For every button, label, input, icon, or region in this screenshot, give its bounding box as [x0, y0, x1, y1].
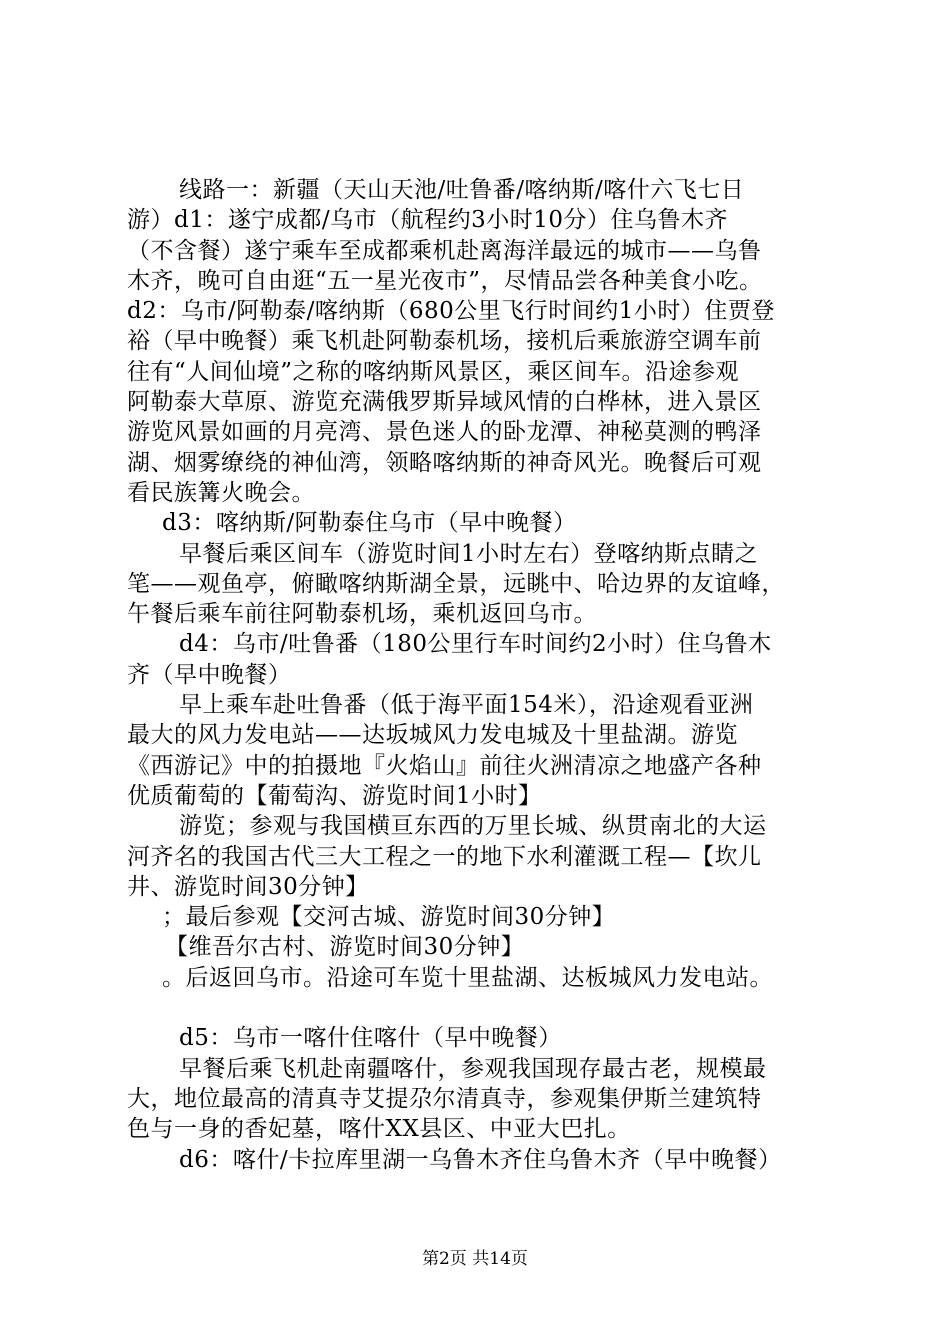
- paragraph-line: 游览；参观与我国横亘东西的万里长城、纵贯南北的大运: [179, 813, 767, 840]
- paragraph-line: 游）d1：遂宁成都/乌市（航程约3小时10分）住乌鲁木齐: [127, 207, 729, 234]
- blank-line: [127, 993, 837, 1023]
- paragraph-line: 早餐后乘飞机赴南疆喀什，参观我国现存最古老，规模最: [179, 1055, 767, 1082]
- paragraph-line: 阿勒泰大草原、游览充满俄罗斯异域风情的白桦林，进入景区: [127, 389, 762, 416]
- paragraph-line: 井、游览时间30分钟】: [127, 873, 369, 900]
- paragraph-line: 早上乘车赴吐鲁番（低于海平面154米），沿途观看亚洲: [179, 692, 754, 719]
- paragraph-line: 午餐后乘车前往阿勒泰机场，乘机返回乌市。: [127, 601, 597, 628]
- paragraph-line: 往有“人间仙境”之称的喀纳斯风景区，乘区间车。沿途参观: [127, 358, 740, 385]
- paragraph-line: 早餐后乘区间车（游览时间1小时左右）登喀纳斯点睛之: [179, 540, 759, 567]
- paragraph-line: 。后返回乌市。沿途可车览十里盐湖、达板城风力发电站。: [162, 964, 773, 991]
- paragraph-line: 《西游记》中的拍摄地『火焰山』前往火洲清凉之地盛产各种: [127, 752, 762, 779]
- paragraph-line: ；最后参观【交河古城、游览时间30分钟】: [162, 904, 616, 931]
- paragraph-line: d2：乌市/阿勒泰/喀纳斯（680公里飞行时间约1小时）住贾登: [127, 298, 775, 325]
- day-heading: d5：乌市一喀什住喀什（早中晚餐）: [179, 1025, 562, 1052]
- page-number-footer: 第2页 共14页: [422, 1249, 528, 1269]
- paragraph-line: 色与一身的香妃墓，喀什XX县区、中亚大巴扎。: [127, 1116, 631, 1143]
- day-heading: d4：乌市/吐鲁番（180公里行车时间约2小时）住乌鲁木: [179, 631, 772, 658]
- paragraph-line: （不含餐）遂宁乘车至成都乘机赴离海洋最远的城市——乌鲁: [127, 237, 762, 264]
- document-body: [127, 175, 837, 1175]
- paragraph-line: 木齐，晚可自由逛“五一星光夜市”，尽情品尝各种美食小吃。: [127, 267, 763, 294]
- paragraph-line: 看民族篝火晚会。: [127, 479, 315, 506]
- paragraph-line: 河齐名的我国古代三大工程之一的地下水利灌溉工程—【坎儿: [127, 843, 762, 870]
- paragraph-line: 裕（早中晚餐）乘飞机赴阿勒泰机场，接机后乘旅游空调车前: [127, 328, 762, 355]
- paragraph-line: 笔——观鱼亭，俯瞰喀纳斯湖全景，远眺中、哈边界的友谊峰，: [127, 570, 785, 597]
- paragraph-line: 大，地位最高的清真寺艾提尕尔清真寺，参观集伊斯兰建筑特: [127, 1085, 762, 1112]
- day-heading: d3：喀纳斯/阿勒泰住乌市（早中晚餐）: [162, 510, 577, 537]
- day-heading: d6：喀什/卡拉库里湖一乌鲁木齐住乌鲁木齐（早中晚餐）: [179, 1146, 782, 1173]
- paragraph-line: 齐（早中晚餐）: [127, 661, 292, 688]
- paragraph-line: 最大的风力发电站——达坂城风力发电城及十里盐湖。游览: [127, 722, 738, 749]
- paragraph-line: 优质葡萄的【葡萄沟、游览时间1小时】: [127, 782, 542, 809]
- paragraph-line: 湖、烟雾缭绕的神仙湾，领略喀纳斯的神奇风光。晚餐后可观: [127, 449, 762, 476]
- paragraph-line: 游览风景如画的月亮湾、景色迷人的卧龙潭、神秘莫测的鸭泽: [127, 419, 762, 446]
- paragraph-line: 【维吾尔古村、游览时间30分钟】: [165, 934, 525, 961]
- paragraph-line: 线路一：新疆（天山天池/吐鲁番/喀纳斯/喀什六飞七日: [179, 177, 745, 203]
